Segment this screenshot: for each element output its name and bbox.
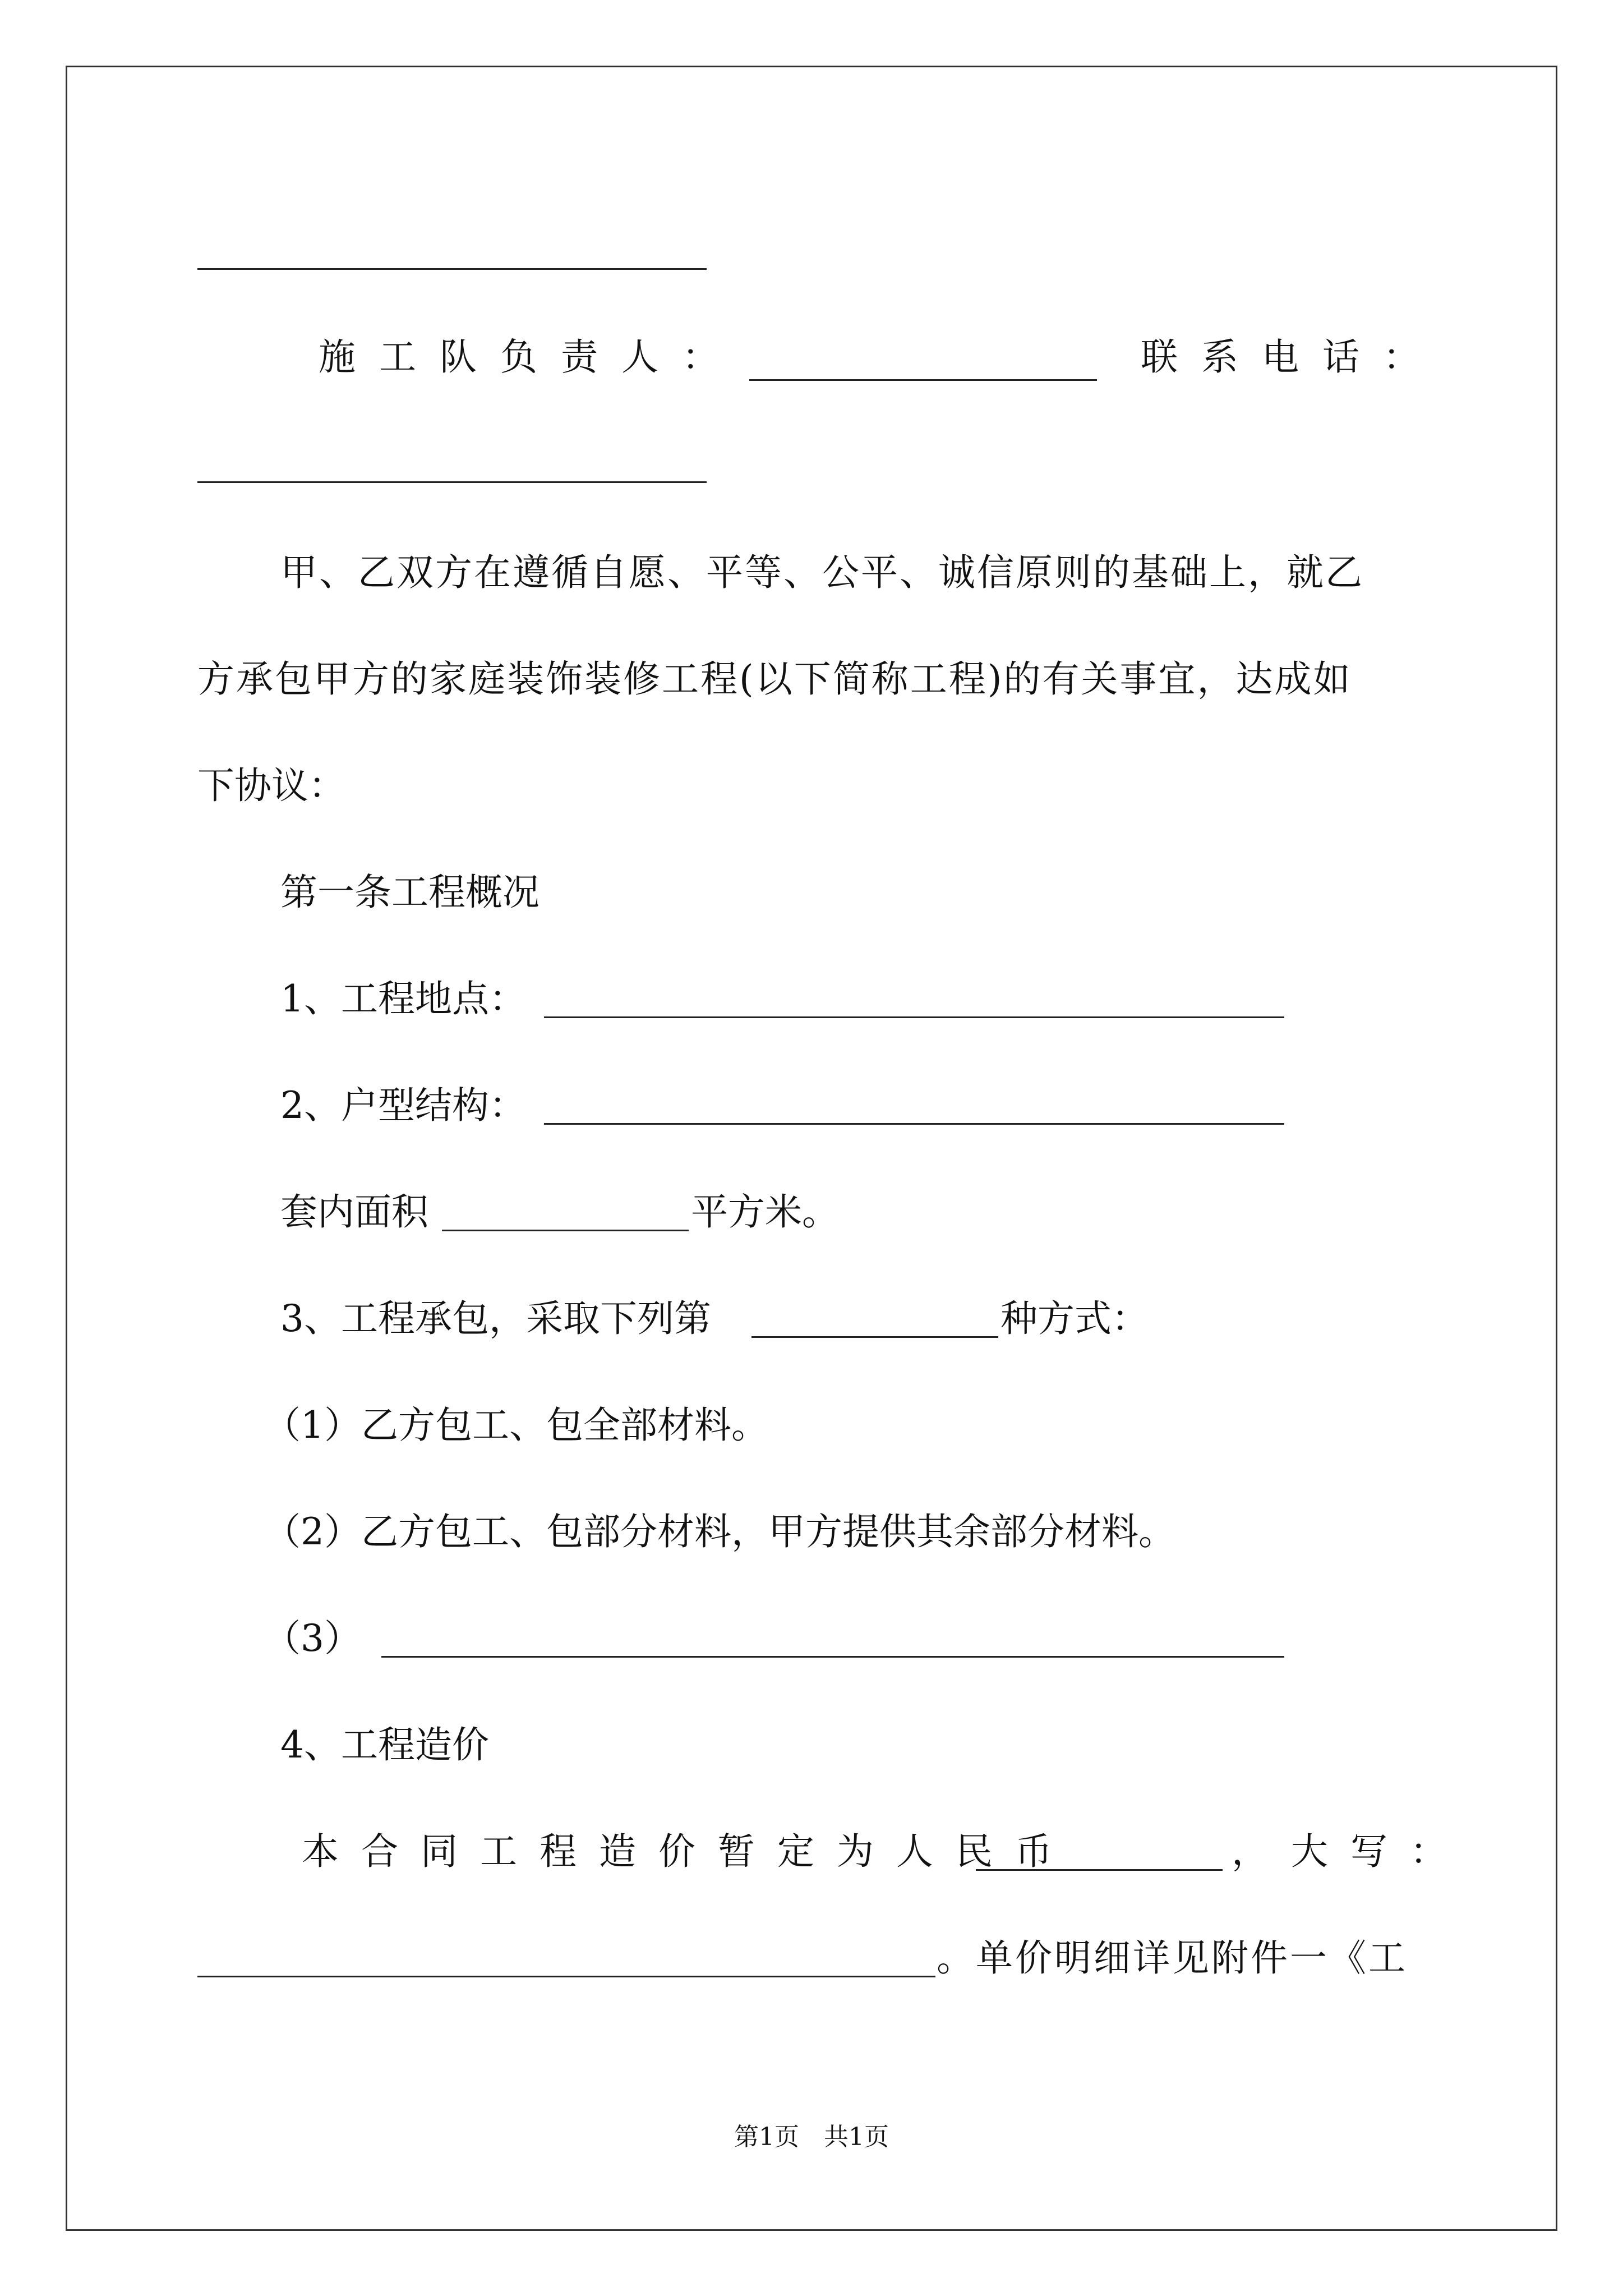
item-1-blank xyxy=(544,1016,1284,1018)
intro-line-1: 甲、乙双方在遵循自愿、平等、公平、诚信原则的基础上，就乙 xyxy=(280,551,1364,594)
item-3-prefix: 3、工程承包，采取下列第 xyxy=(280,1297,711,1340)
area-prefix: 套内面积 xyxy=(280,1190,428,1234)
price-daxie: ，大写： xyxy=(1232,1830,1469,1873)
intro-line-2: 方承包甲方的家庭装饰装修工程(以下简称工程)的有关事宜，达成如 xyxy=(197,657,1352,701)
option-3-label: （3） xyxy=(264,1617,361,1660)
phone-blank xyxy=(197,481,707,483)
price-blank xyxy=(976,1869,1223,1871)
item-3-blank xyxy=(751,1336,998,1338)
area-blank xyxy=(442,1230,689,1231)
price-daxie-blank xyxy=(197,1976,935,1977)
item-4-label: 4、工程造价 xyxy=(280,1723,489,1766)
page-border xyxy=(66,66,1557,2231)
page-footer: 第1页 共1页 xyxy=(734,2123,889,2151)
item-1-label: 1、工程地点： xyxy=(280,977,526,1020)
intro-line-3: 下协议： xyxy=(197,764,345,807)
price-detail: 。单价明细详见附件一《工 xyxy=(937,1936,1408,1980)
item-2-label: 2、户型结构： xyxy=(280,1084,526,1127)
phone-label: 联系电话： xyxy=(1141,335,1444,379)
supervisor-blank xyxy=(749,379,1097,381)
price-prefix: 本合同工程造价暂定为人民币 xyxy=(302,1830,1075,1873)
option-2: （2）乙方包工、包部分材料，甲方提供其余部分材料。 xyxy=(264,1510,1175,1553)
article-1-title: 第一条工程概况 xyxy=(280,871,540,914)
supervisor-label: 施工队负责人： xyxy=(319,335,743,379)
item-3-suffix: 种方式： xyxy=(1000,1297,1149,1340)
option-3-blank xyxy=(381,1656,1284,1658)
item-2-blank xyxy=(544,1123,1284,1125)
option-1: （1）乙方包工、包全部材料。 xyxy=(264,1404,768,1447)
top-blank-line xyxy=(197,268,707,270)
area-suffix: 平方米。 xyxy=(691,1190,839,1234)
